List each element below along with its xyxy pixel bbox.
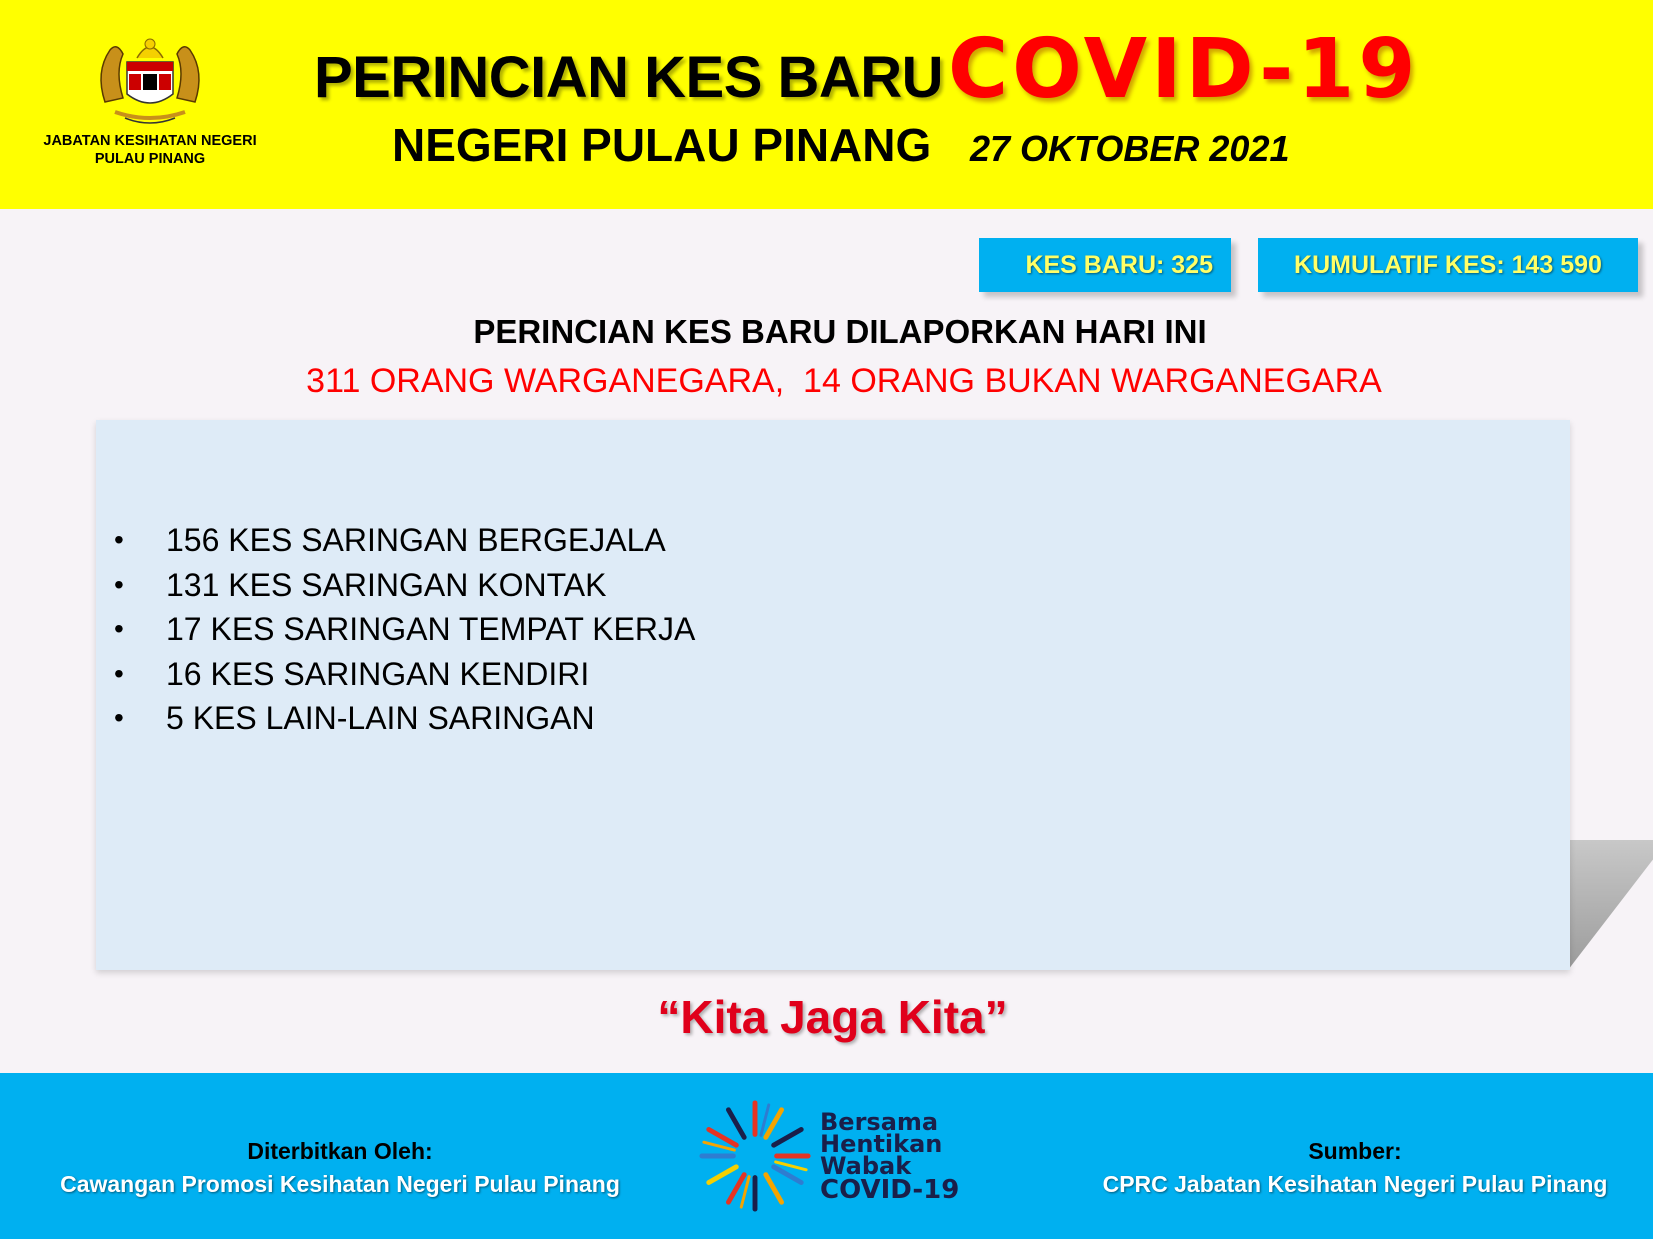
- campaign-line1: Bersama: [820, 1108, 939, 1136]
- list-item-text: 16 KES SARINGAN KENDIRI: [166, 655, 590, 692]
- source-label: Sumber:: [1308, 1138, 1402, 1164]
- list-item: [96, 563, 695, 608]
- department-name-line1: JABATAN KESIHATAN NEGERI: [43, 133, 257, 149]
- source-name: CPRC Jabatan Kesihatan Negeri Pulau Pinang: [1102, 1171, 1608, 1197]
- malaysia-coat-of-arms-icon: [85, 32, 215, 128]
- summary-heading: PERINCIAN KES BARU DILAPORKAN HARI INI: [473, 313, 1207, 350]
- list-item-text: 131 KES SARINGAN KONTAK: [166, 566, 607, 603]
- bullet-icon: •: [114, 524, 124, 555]
- sunburst-logo-icon: [696, 1097, 814, 1215]
- source-block: [1080, 1135, 1630, 1201]
- bullet-icon: •: [114, 568, 124, 600]
- campaign-line2: Hentikan: [820, 1130, 943, 1158]
- list-item-text: 156 KES SARINGAN BERGEJALA: [166, 522, 666, 558]
- cumulative-cases-badge: KUMULATIF KES: 143 590: [1258, 238, 1638, 292]
- department-name-line2: PULAU PINANG: [94, 151, 206, 167]
- state-title: NEGERI PULAU PINANG: [392, 119, 932, 171]
- header-banner: [0, 0, 1653, 209]
- details-panel: [96, 420, 1570, 970]
- campaign-text: [820, 1108, 960, 1205]
- list-item-text: 5 KES LAIN-LAIN SARINGAN: [166, 700, 595, 736]
- campaign-logo: [696, 1097, 966, 1217]
- publisher-label: Diterbitkan Oleh:: [247, 1138, 433, 1164]
- citizenship-breakdown: 311 ORANG WARGANEGARA, 14 ORANG BUKAN WARGANEGARA: [306, 362, 1382, 400]
- list-item: [96, 607, 695, 652]
- publisher-block: [20, 1135, 660, 1201]
- list-item: [96, 652, 695, 697]
- slogan: “Kita Jaga Kita”: [657, 991, 1008, 1043]
- list-item: [96, 696, 695, 741]
- bullet-icon: •: [114, 657, 124, 689]
- department-logo: [20, 32, 280, 172]
- footer: [0, 1073, 1653, 1239]
- case-breakdown-list: [96, 518, 695, 741]
- campaign-line3: Wabak: [820, 1152, 912, 1180]
- publisher-name: Cawangan Promosi Kesihatan Negeri Pulau Pinang: [60, 1171, 620, 1197]
- covid-title: COVID-19: [948, 22, 1420, 117]
- panel-shadow: [1568, 840, 1653, 970]
- list-item: [96, 518, 695, 563]
- campaign-line4: COVID-19: [820, 1175, 960, 1205]
- bullet-icon: •: [114, 613, 124, 644]
- list-item-text: 17 KES SARINGAN TEMPAT KERJA: [166, 611, 696, 647]
- report-date: 27 OKTOBER 2021: [970, 128, 1290, 169]
- new-cases-badge: KES BARU: 325: [979, 238, 1231, 292]
- department-name: [20, 132, 280, 168]
- bullet-icon: •: [114, 702, 124, 733]
- page-title: PERINCIAN KES BARU: [314, 45, 944, 110]
